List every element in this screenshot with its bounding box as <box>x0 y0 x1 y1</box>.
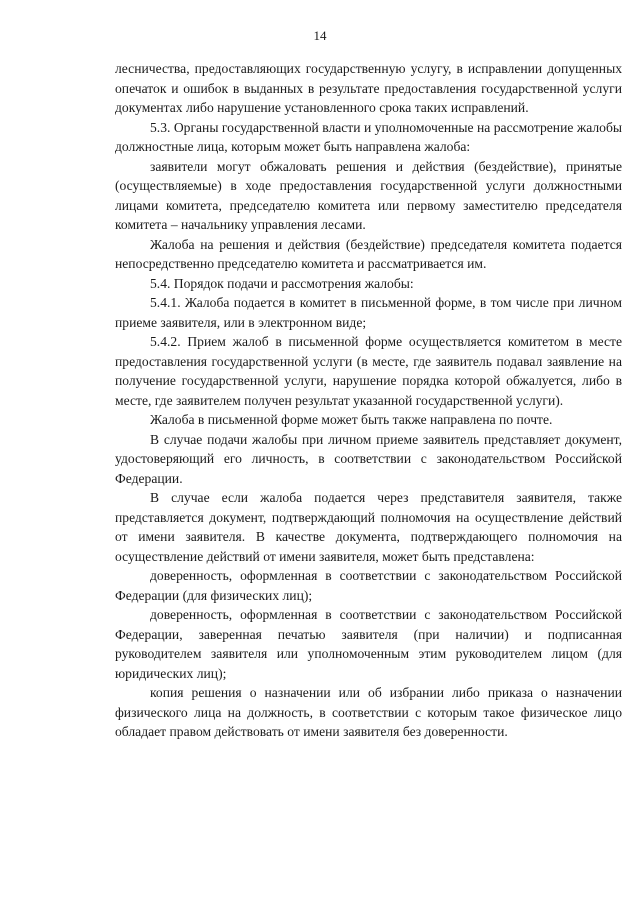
paragraph-appeal-rights: заявители могут обжаловать решения и действия (бездействие), принятые (осуществляемые) в ходе предоставления государственной услуги должностными лицами комитета, председателю комитета или первому заместителю председателя комитета – начальнику управления лесами. <box>115 158 622 232</box>
page-number: 14 <box>313 28 327 43</box>
paragraph-5-4-1: 5.4.1. Жалоба подается в комитет в письменной форме, в том числе при личном приеме заявителя, или в электронном виде; <box>115 295 622 330</box>
paragraph-poa-individuals: доверенность, оформленная в соответствии с законодательством Российской Федерации (для физических лиц); <box>115 568 622 603</box>
paragraph-5-3: 5.3. Органы государственной власти и уполномоченные на рассмотрение жалобы должностные лица, которым может быть направлена жалоба: <box>115 119 622 154</box>
paragraph-by-mail: Жалоба в письменной форме может быть также направлена по почте. <box>150 412 553 427</box>
document-body <box>115 59 622 742</box>
paragraph-5-4-2: 5.4.2. Прием жалоб в письменной форме осуществляется комитетом в месте предоставления государственной услуги (в месте, где заявитель подавал заявление на получение государственной услуги, нарушение порядка которой обжалуется, либо в месте, где заявителем получен результат указанной государственной услуги). <box>115 334 622 408</box>
paragraph-chairman-complaint: Жалоба на решения и действия (бездействие) председателя комитета подается непосредственно председателю комитета и рассматривается им. <box>115 236 622 271</box>
paragraph-representative: В случае если жалоба подается через представителя заявителя, также представляется документ, подтверждающий полномочия на осуществление действий от имени заявителя. В качестве документа, подтверждающего полномочия на осуществление действий от имени заявителя, может быть представлена: <box>115 490 622 564</box>
paragraph-appointment-copy: копия решения о назначении или об избрании либо приказа о назначении физического лица на должность, в соответствии с которым такое физическое лицо обладает правом действовать от имени заявителя без доверенности. <box>115 685 622 739</box>
paragraph-poa-legal-entities: доверенность, оформленная в соответствии с законодательством Российской Федерации, заверенная печатью заявителя (при наличии) и подписанная руководителем заявителя или уполномоченным этим руководителем лицом (для юридических лиц); <box>115 607 622 681</box>
paragraph-5-4: 5.4. Порядок подачи и рассмотрения жалобы: <box>150 275 414 291</box>
paragraph-personal-reception: В случае подачи жалобы при личном приеме заявитель представляет документ, удостоверяющий его личность, в соответствии с законодательством Российской Федерации. <box>115 431 622 486</box>
paragraph-continuation: лесничества, предоставляющих государственную услугу, в исправлении допущенных опечаток и ошибок в выданных в результате предоставления государственной услуги документах либо нарушение установленного срока таких исправлений. <box>115 61 622 115</box>
